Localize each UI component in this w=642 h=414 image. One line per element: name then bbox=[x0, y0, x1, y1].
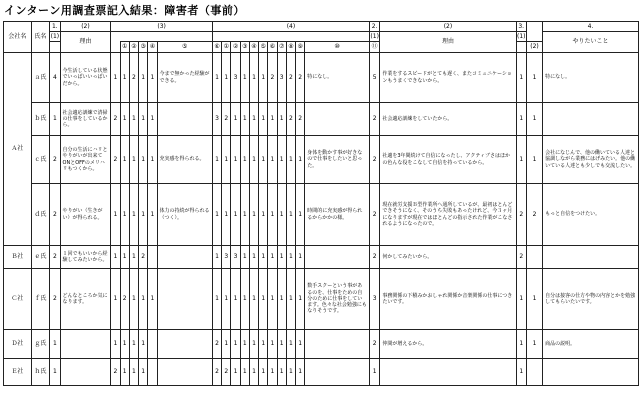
q3-value-5: 1 bbox=[148, 269, 157, 330]
q4-value-6: 1 bbox=[259, 136, 268, 184]
q4-text-cell bbox=[305, 330, 370, 359]
q2-value: 1 bbox=[369, 359, 379, 386]
q4-value-2: 2 bbox=[222, 359, 231, 386]
q3-value-1: 1 bbox=[111, 269, 120, 330]
q4-value-4: 1 bbox=[240, 184, 249, 246]
q4-value-5: 1 bbox=[249, 330, 258, 359]
q4-value-3: 3 bbox=[231, 53, 240, 103]
q2-value: 2 bbox=[369, 246, 379, 269]
q1-4-sub-1: ① bbox=[222, 42, 231, 53]
q4-value-4: 1 bbox=[240, 103, 249, 136]
name-cell: ｅ氏 bbox=[31, 246, 49, 269]
q1-4-sub-2: ② bbox=[231, 42, 240, 53]
q4-value-7: 1 bbox=[268, 330, 277, 359]
q4-value-1: 1 bbox=[212, 184, 221, 246]
q2-value: 2 bbox=[369, 330, 379, 359]
company-header: 会社名 bbox=[4, 22, 32, 53]
q2-reason-cell: 社適を3年間続けて自信になったし、アクティブさはほかの色んな役をこなして自信を持っているから。 bbox=[380, 136, 516, 184]
q4-value-3: 1 bbox=[231, 136, 240, 184]
q3-value-4: 1 bbox=[139, 136, 148, 184]
q4-value-8: 1 bbox=[277, 330, 286, 359]
q3-value-2: 1 bbox=[120, 184, 129, 246]
q3-2-value: 1 bbox=[526, 269, 542, 330]
reason-cell: どんなところか気になります。 bbox=[60, 269, 111, 330]
name-cell: ｄ氏 bbox=[31, 184, 49, 246]
q4-value-4: 1 bbox=[240, 136, 249, 184]
q4-value-5: 1 bbox=[249, 103, 258, 136]
q4-value-8: 1 bbox=[277, 246, 286, 269]
q1-4-sub-11: ⑪ bbox=[369, 42, 379, 53]
q1-header: 1. bbox=[50, 22, 60, 32]
q1-value: 2 bbox=[50, 246, 60, 269]
q1-3-sub-2: ② bbox=[129, 42, 138, 53]
reason-cell: 今生活している状態でいっぱいいっぱいだから。 bbox=[60, 53, 111, 103]
q4-value-6: 1 bbox=[259, 246, 268, 269]
q4-value-10: 1 bbox=[296, 330, 305, 359]
q3-value-2: 1 bbox=[120, 136, 129, 184]
q2-reason-cell: 事務関係の下積みかおしゃれ関係か音楽関係の仕事につきたいです。 bbox=[380, 269, 516, 330]
name-cell: ａ氏 bbox=[31, 53, 49, 103]
q2-reason-cell: 社会適応訓練をしていたから。 bbox=[380, 103, 516, 136]
q3-value-1: 1 bbox=[111, 246, 120, 269]
q4-value-3: 1 bbox=[231, 359, 240, 386]
q3-value-3: 2 bbox=[129, 53, 138, 103]
q4-value-10: 1 bbox=[296, 359, 305, 386]
q4-value-4: 1 bbox=[240, 246, 249, 269]
q4-value-1: 3 bbox=[212, 103, 221, 136]
q4-value-5: 1 bbox=[249, 246, 258, 269]
name-cell: ｃ氏 bbox=[31, 136, 49, 184]
q1-value: 2 bbox=[50, 269, 60, 330]
reason-cell: 社会適応訓練で清掃の仕事をしているから。 bbox=[60, 103, 111, 136]
q3-text-cell bbox=[157, 269, 212, 330]
q4-value-10: 1 bbox=[296, 269, 305, 330]
wish-cell: 自分は接客の仕方や物の内容とかを勉強してもらいたいです。 bbox=[543, 269, 639, 330]
q4-header: 4. bbox=[543, 22, 639, 32]
q3-1-value: 2 bbox=[516, 184, 526, 246]
q2-value: 2 bbox=[369, 184, 379, 246]
q3-text-cell: 今まで無かった経験ができる。 bbox=[157, 53, 212, 103]
q2-header: 2. bbox=[369, 22, 379, 32]
q1-value: 4 bbox=[50, 53, 60, 103]
q4-value-9: 1 bbox=[286, 330, 295, 359]
q3-2-value bbox=[526, 246, 542, 269]
q4-value-3: 1 bbox=[231, 103, 240, 136]
wish-cell: 特になし。 bbox=[543, 53, 639, 103]
q4-value-7: 1 bbox=[268, 184, 277, 246]
q4-value-9: 2 bbox=[286, 53, 295, 103]
q4-text-cell: 時間的に充実感が得られるからかかの様。 bbox=[305, 184, 370, 246]
q2-reason-cell: 現在就労支援Ｂ型作業所へ通所しているが、最初はとんどできそうになく、そのうち失敗もあったけれど、今３ヶ月になりますが現在ではほとんどの指示された作業がこなされるようになったので。 bbox=[380, 184, 516, 246]
wish-header: やりたいこと bbox=[543, 32, 639, 53]
q4-value-7: 2 bbox=[268, 53, 277, 103]
q4-value-6: 1 bbox=[259, 103, 268, 136]
q2-value: 2 bbox=[369, 136, 379, 184]
q3-value-5: 1 bbox=[148, 103, 157, 136]
q2-value: 3 bbox=[369, 269, 379, 330]
q3-text-cell bbox=[157, 330, 212, 359]
q3-1-value: 2 bbox=[516, 246, 526, 269]
q4-value-2: 2 bbox=[222, 103, 231, 136]
q1-4-sub-10: ⑩ bbox=[305, 42, 370, 53]
q3-value-2: 1 bbox=[120, 359, 129, 386]
q3-2-value: 2 bbox=[526, 184, 542, 246]
q4-text-cell: 身体を動かす事が好きなので仕事をしたいと思った。 bbox=[305, 136, 370, 184]
q4-value-1: 2 bbox=[212, 359, 221, 386]
q3-value-1: 2 bbox=[111, 103, 120, 136]
reason-header: 理由 bbox=[60, 32, 111, 53]
q4-value-1: 1 bbox=[212, 53, 221, 103]
q1-3-sub-4: ④ bbox=[148, 42, 157, 53]
q4-text-cell bbox=[305, 103, 370, 136]
q4-value-9: 2 bbox=[286, 103, 295, 136]
q4-value-2: 1 bbox=[222, 269, 231, 330]
q3-1-value: 1 bbox=[516, 330, 526, 359]
q4-value-6: 1 bbox=[259, 53, 268, 103]
q3-text-cell bbox=[157, 246, 212, 269]
table-row bbox=[4, 136, 639, 184]
company-cell: Ａ社 bbox=[4, 53, 32, 246]
q3-value-5 bbox=[148, 246, 157, 269]
q4-value-2: 1 bbox=[222, 330, 231, 359]
q4-value-4: 1 bbox=[240, 269, 249, 330]
q4-value-2: 1 bbox=[222, 53, 231, 103]
q3-value-5 bbox=[148, 359, 157, 386]
company-cell: Ｃ社 bbox=[4, 269, 32, 330]
wish-cell bbox=[543, 103, 639, 136]
q3-2-value: 1 bbox=[526, 136, 542, 184]
q4-value-5: 1 bbox=[249, 136, 258, 184]
q3-value-2: 1 bbox=[120, 103, 129, 136]
q4-value-3: 3 bbox=[231, 246, 240, 269]
q4-value-1: 2 bbox=[212, 330, 221, 359]
reason-cell bbox=[60, 359, 111, 386]
q1-4-sub-8: ⑧ bbox=[286, 42, 295, 53]
page-title: インターン用調査票記入結果：障害者（事前） bbox=[4, 4, 245, 17]
q3-2-value bbox=[526, 359, 542, 386]
q3-value-4: 1 bbox=[139, 269, 148, 330]
q4-value-3: 1 bbox=[231, 269, 240, 330]
q1-value: 1 bbox=[50, 330, 60, 359]
q3-value-5 bbox=[148, 330, 157, 359]
q3-2-value: 1 bbox=[526, 53, 542, 103]
q2-reason-cell: 作業をするスピードがとても遅く、またコミュニケーションもうまくできないから。 bbox=[380, 53, 516, 103]
name-cell: ｂ氏 bbox=[31, 103, 49, 136]
q3-value-4: 1 bbox=[139, 330, 148, 359]
q4-value-9: 1 bbox=[286, 359, 295, 386]
name-cell: ｈ氏 bbox=[31, 359, 49, 386]
q4-value-9: 1 bbox=[286, 136, 295, 184]
wish-cell: 会社になじんで、他の働いている人達と協調しながら業務にはげみたい。他の働いている人達とも少しでも交流したい。 bbox=[543, 136, 639, 184]
q4-value-4: 1 bbox=[240, 330, 249, 359]
q3-2-subheader: (2) bbox=[526, 42, 542, 53]
q3-value-3: 1 bbox=[129, 330, 138, 359]
q4-value-7: 1 bbox=[268, 359, 277, 386]
wish-cell bbox=[543, 359, 639, 386]
results-table bbox=[3, 21, 639, 386]
q4-text-cell: 数手スクーという事があるのを、仕事をための自分のために仕事をしています。色々な社会勉強にもなりそうです。 bbox=[305, 269, 370, 330]
q3-1-value: 1 bbox=[516, 269, 526, 330]
q4-text-cell bbox=[305, 359, 370, 386]
q4-text-cell: 特になし。 bbox=[305, 53, 370, 103]
q4-value-6: 1 bbox=[259, 359, 268, 386]
q4-value-8: 3 bbox=[277, 53, 286, 103]
q1-value: 2 bbox=[50, 184, 60, 246]
q2-2-header: (2) bbox=[380, 22, 516, 32]
q1-4-sub-4: ④ bbox=[249, 42, 258, 53]
q4-text-cell bbox=[305, 246, 370, 269]
q3-value-4: 1 bbox=[139, 103, 148, 136]
q2-reason-cell bbox=[380, 359, 516, 386]
wish-cell: もっと自信をつけたい。 bbox=[543, 184, 639, 246]
q4-value-4: 1 bbox=[240, 53, 249, 103]
q3-text-cell: 体力の持続が得られる（つく）。 bbox=[157, 184, 212, 246]
q4-value-8: 1 bbox=[277, 103, 286, 136]
q4-value-7: 1 bbox=[268, 103, 277, 136]
q4-value-10: 2 bbox=[296, 53, 305, 103]
q3-value-3: 1 bbox=[129, 136, 138, 184]
table-row bbox=[4, 184, 639, 246]
q3-value-5: 1 bbox=[148, 53, 157, 103]
q3-value-1: 1 bbox=[111, 184, 120, 246]
q4-value-5: 1 bbox=[249, 184, 258, 246]
reason-cell: １回でもいいから経験してみたいから。 bbox=[60, 246, 111, 269]
q4-value-3: 1 bbox=[231, 330, 240, 359]
q3-value-2: 1 bbox=[120, 53, 129, 103]
q4-value-4: 1 bbox=[240, 359, 249, 386]
reason2-header: 理由 bbox=[380, 32, 516, 53]
q3-value-3: 1 bbox=[129, 103, 138, 136]
q3-value-1: 1 bbox=[111, 330, 120, 359]
q3-value-2: 1 bbox=[120, 330, 129, 359]
q4-value-8: 1 bbox=[277, 359, 286, 386]
q3-1-value: 1 bbox=[516, 103, 526, 136]
reason-cell bbox=[60, 330, 111, 359]
q3-value-3: 1 bbox=[129, 184, 138, 246]
q3-value-5: 1 bbox=[148, 184, 157, 246]
q4-value-8: 1 bbox=[277, 184, 286, 246]
name-cell: ｆ氏 bbox=[31, 269, 49, 330]
q2-value: 5 bbox=[369, 53, 379, 103]
q4-value-2: 1 bbox=[222, 184, 231, 246]
q3-value-3: 1 bbox=[129, 269, 138, 330]
q3-value-1: 2 bbox=[111, 136, 120, 184]
q1-4-sub-7: ⑦ bbox=[277, 42, 286, 53]
q4-value-6: 1 bbox=[259, 184, 268, 246]
q4-value-10: 1 bbox=[296, 246, 305, 269]
q3-1-value: 1 bbox=[516, 359, 526, 386]
company-cell: Ｂ社 bbox=[4, 246, 32, 269]
wish-cell: 商品の説明。 bbox=[543, 330, 639, 359]
table-row bbox=[4, 330, 639, 359]
q4-value-8: 1 bbox=[277, 136, 286, 184]
q3-value-3: 1 bbox=[129, 246, 138, 269]
q3-1-subheader: (1) bbox=[516, 32, 526, 40]
q3-text-cell bbox=[157, 359, 212, 386]
q4-value-1: 1 bbox=[212, 269, 221, 330]
q4-value-2: 3 bbox=[222, 246, 231, 269]
q4-value-9: 1 bbox=[286, 269, 295, 330]
q4-value-8: 1 bbox=[277, 269, 286, 330]
q4-value-2: 1 bbox=[222, 136, 231, 184]
q3-value-4: 2 bbox=[139, 246, 148, 269]
q1-value: 1 bbox=[50, 359, 60, 386]
q1-4-sub-6: ⑥ bbox=[268, 42, 277, 53]
q3-value-4: 1 bbox=[139, 53, 148, 103]
q4-value-9: 1 bbox=[286, 184, 295, 246]
q3-header: 3. bbox=[516, 22, 526, 32]
company-cell: Ｄ社 bbox=[4, 330, 32, 359]
q4-value-7: 1 bbox=[268, 136, 277, 184]
q1-1-subheader: (1) bbox=[50, 32, 60, 40]
q1-value: 2 bbox=[50, 136, 60, 184]
q4-value-7: 1 bbox=[268, 246, 277, 269]
name-header: 氏名 bbox=[31, 22, 49, 53]
q4-value-10: 1 bbox=[296, 184, 305, 246]
q1-3-sub-6: ⑥ bbox=[212, 42, 221, 53]
q4-value-1: 1 bbox=[212, 136, 221, 184]
q2-value: 2 bbox=[369, 103, 379, 136]
q3-value-2: 2 bbox=[120, 269, 129, 330]
q2-reason-cell: 仲間が増えるから。 bbox=[380, 330, 516, 359]
q1-3-sub-1: ① bbox=[120, 42, 129, 53]
q3-value-1: 2 bbox=[111, 359, 120, 386]
q3-1-value: 1 bbox=[516, 136, 526, 184]
q3-value-5: 1 bbox=[148, 136, 157, 184]
q1-4-header: (4) bbox=[212, 22, 369, 32]
q2-1-subheader: (1) bbox=[370, 32, 379, 40]
q3-value-3: 1 bbox=[129, 359, 138, 386]
q1-4-sub-3: ③ bbox=[240, 42, 249, 53]
q2-reason-cell: 何かしてみたいから。 bbox=[380, 246, 516, 269]
q1-3-header: (3) bbox=[111, 22, 213, 32]
q4-value-5: 1 bbox=[249, 269, 258, 330]
q4-value-6: 1 bbox=[259, 330, 268, 359]
table-row bbox=[4, 359, 639, 386]
q4-value-10: 1 bbox=[296, 136, 305, 184]
q4-value-6: 1 bbox=[259, 269, 268, 330]
q3-text-cell bbox=[157, 103, 212, 136]
q1-3-sub-5: ⑤ bbox=[157, 42, 212, 53]
table-row bbox=[4, 269, 639, 330]
q3-value-2: 1 bbox=[120, 246, 129, 269]
q4-value-1: 1 bbox=[212, 246, 221, 269]
q3-2-value: 1 bbox=[526, 330, 542, 359]
q3-value-4: 1 bbox=[139, 184, 148, 246]
q1-3-sub-3: ③ bbox=[139, 42, 148, 53]
reason-cell: 自分の生活にハリとやりがいが出来てONとOFFのメリハリもつくから。 bbox=[60, 136, 111, 184]
q4-value-3: 1 bbox=[231, 184, 240, 246]
table-row bbox=[4, 53, 639, 103]
reason-cell: やりがい（生きがい）が得られる。 bbox=[60, 184, 111, 246]
q3-text-cell: 充実感を得られる。 bbox=[157, 136, 212, 184]
q1-value: 1 bbox=[50, 103, 60, 136]
company-cell: Ｅ社 bbox=[4, 359, 32, 386]
q1-2-header: (2) bbox=[60, 22, 111, 32]
q4-value-9: 1 bbox=[286, 246, 295, 269]
q4-value-10: 2 bbox=[296, 103, 305, 136]
wish-cell bbox=[543, 246, 639, 269]
name-cell: ｇ氏 bbox=[31, 330, 49, 359]
table-row bbox=[4, 103, 639, 136]
table-row bbox=[4, 246, 639, 269]
q3-value-1: 1 bbox=[111, 53, 120, 103]
q1-4-sub-5: ⑤ bbox=[259, 42, 268, 53]
q4-value-5: 1 bbox=[249, 53, 258, 103]
q4-value-7: 1 bbox=[268, 269, 277, 330]
q3-value-4: 1 bbox=[139, 359, 148, 386]
q1-4-sub-9: ⑨ bbox=[296, 42, 305, 53]
q3-2-value: 1 bbox=[526, 103, 542, 136]
q4-value-5: 1 bbox=[249, 359, 258, 386]
q3-1-value: 1 bbox=[516, 53, 526, 103]
